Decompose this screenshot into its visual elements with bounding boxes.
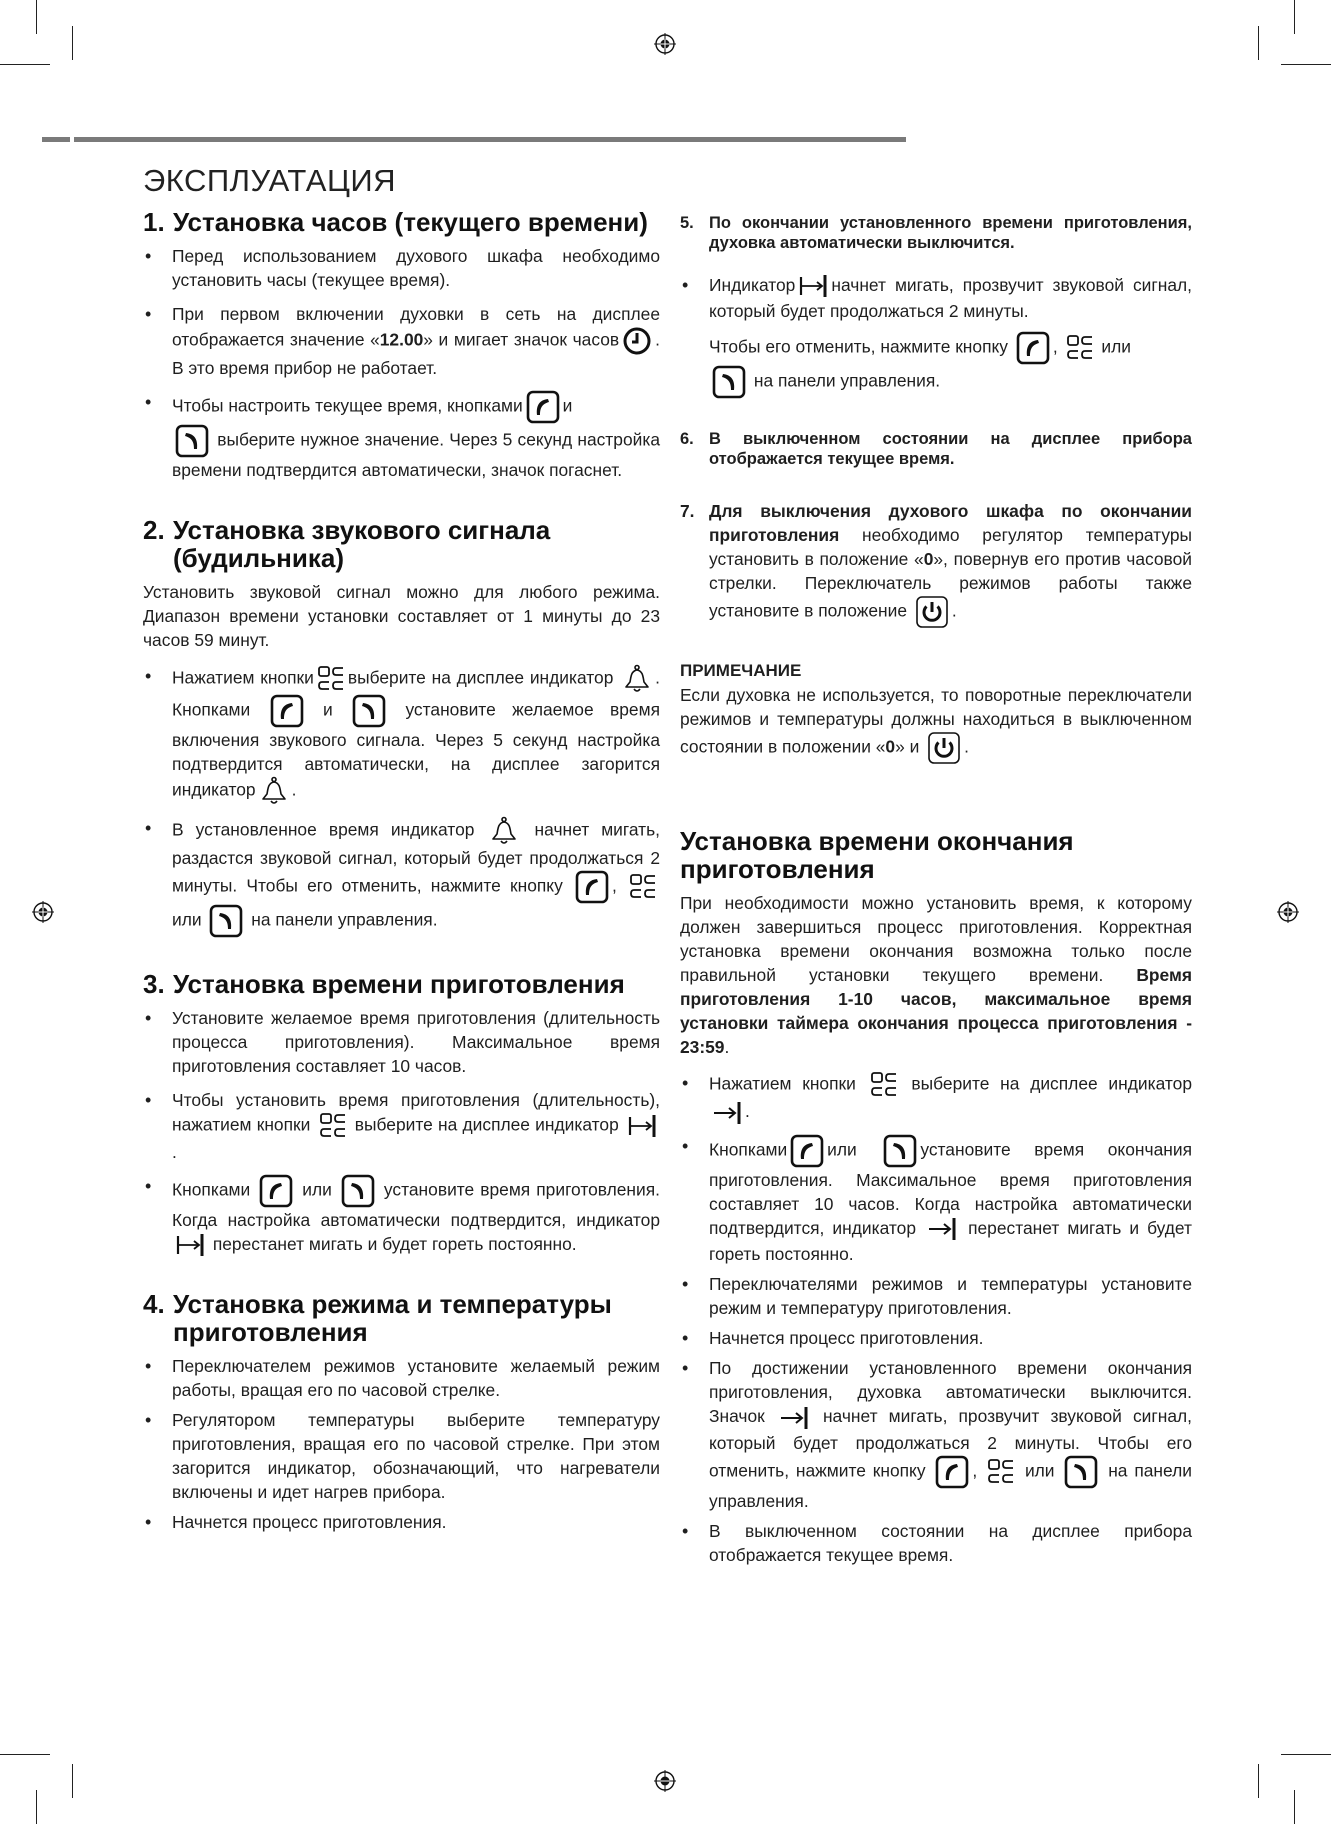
list-item: • По достижении установленного времени окончания приготовления, духовка автоматически выключится. Значок начнет мигать, прозвучит звуковой сигнал, который будет продолжаться 2 минуты. Чтобы его отменить, нажмите кнопку , или на панели управления. xyxy=(680,1356,1192,1512)
list-item: • Начнется процесс приготовления. xyxy=(680,1326,1192,1350)
registration-mark-icon xyxy=(32,901,54,923)
arrow-left-button-icon xyxy=(935,1455,969,1489)
crop-mark xyxy=(72,1764,73,1798)
list-item: • Чтобы настроить текущее время, кнопками и выберите нужное значение. Через 5 секунд настройка времени подтвердится автоматически, значок погаснет. xyxy=(143,390,660,482)
list-item: • В выключенном состоянии на дисплее прибора отображается текущее время. xyxy=(680,1519,1192,1567)
crop-mark xyxy=(1258,1764,1259,1798)
menu-button-icon xyxy=(319,1112,347,1140)
menu-button-icon xyxy=(317,665,345,693)
arrow-left-button-icon xyxy=(259,1174,293,1208)
crop-mark xyxy=(36,0,37,34)
crop-mark xyxy=(36,1790,37,1824)
arrow-right-button-icon xyxy=(883,1134,917,1168)
crop-mark xyxy=(0,1754,50,1755)
list-item: • Переключателем режимов установите желаемый режим работы, вращая его по часовой стрелке. xyxy=(143,1354,660,1402)
list-item: • В установленное время индикатор начнет мигать, раздастся звуковой сигнал, который будет продолжаться 2 минуты. Чтобы его отменить, нажмите кнопку , или на панели управления. xyxy=(143,816,660,938)
menu-button-icon xyxy=(870,1071,898,1099)
end-time-intro: При необходимости можно установить время, к которому должен завершиться процесс приготовления. Корректная установка времени окончания возможна только после правильной установки текущего времени. Время приготовления 1-10 часов, максимальное время установки таймера окончания процесса приготовления - 23:59. xyxy=(680,893,1192,1058)
list-item: • Кнопками или установите время приготовления. Когда настройка автоматически подтвердится, индикатор перестанет мигать и будет гореть постоянно. xyxy=(143,1174,660,1258)
arrow-left-button-icon xyxy=(1016,331,1050,365)
list-item: • Индикатор начнет мигать, прозвучит звуковой сигнал, который будет продолжаться 2 минуты. Чтобы его отменить, нажмите кнопку , или на панели управления. xyxy=(680,273,1192,399)
section-4-list xyxy=(143,1354,660,1534)
section-1-heading: 1. Установка часов (текущего времени) xyxy=(143,207,648,237)
arrow-left-button-icon xyxy=(526,390,560,424)
list-item: • Нажатием кнопки выберите на дисплее индикатор . xyxy=(680,1071,1192,1125)
power-button-icon xyxy=(915,595,949,629)
crop-mark xyxy=(72,26,73,60)
end-time-indicator-icon xyxy=(712,1100,742,1126)
end-time-indicator-icon xyxy=(779,1405,809,1431)
step-7: 7. Для выключения духового шкафа по окончании приготовления необходимо регулятор температуры установить в положение «0», повернув его против часовой стрелки. Переключатель режимов работы также установите в положение . xyxy=(680,499,1192,629)
section-3-heading: 3. Установка времени приготовления xyxy=(143,969,625,999)
clock-icon xyxy=(622,326,652,356)
crop-mark xyxy=(1294,0,1295,34)
section-2-intro: Установить звуковой сигнал можно для любого режима. Диапазон времени установки составляет от 1 минуты до 23 часов 59 минут. xyxy=(143,582,660,650)
step-6: 6. В выключенном состоянии на дисплее прибора отображается текущее время. xyxy=(680,430,1192,469)
end-time-indicator-icon xyxy=(927,1216,957,1242)
list-item: • Начнется процесс приготовления. xyxy=(143,1510,660,1534)
arrow-left-button-icon xyxy=(270,694,304,728)
list-item: • При первом включении духовки в сеть на дисплее отображается значение «12.00» и мигает значок часов . В это время прибор не работает. xyxy=(143,302,660,380)
crop-mark xyxy=(1281,1754,1331,1755)
note-title: ПРИМЕЧАНИЕ xyxy=(680,661,802,681)
list-item: • Регулятором температуры выберите температуру приготовления, вращая его по часовой стрелке. При этом загорится индикатор, обозначающий, что нагреватели включены и идет нагрев прибора. xyxy=(143,1408,660,1504)
menu-button-icon xyxy=(987,1458,1015,1486)
crop-mark xyxy=(0,64,50,65)
duration-indicator-icon xyxy=(798,273,828,299)
step-5-list xyxy=(680,273,1192,399)
crop-mark xyxy=(1258,26,1259,60)
duration-indicator-icon xyxy=(175,1232,205,1258)
page-title: ЭКСПЛУАТАЦИЯ xyxy=(143,163,397,198)
menu-button-icon xyxy=(1066,334,1094,362)
section-1-list xyxy=(143,244,660,482)
arrow-right-button-icon xyxy=(209,904,243,938)
crop-mark xyxy=(1294,1790,1295,1824)
right-column xyxy=(680,213,1192,1567)
header-rule xyxy=(74,137,906,142)
step-5: 5. По окончании установленного времени приготовления, духовка автоматически выключится. xyxy=(680,214,1192,252)
arrow-left-button-icon xyxy=(790,1134,824,1168)
list-item: • Чтобы установить время приготовления (длительность), нажатием кнопки выберите на дисплее индикатор . xyxy=(143,1088,660,1164)
arrow-right-button-icon xyxy=(712,365,746,399)
left-column xyxy=(143,208,660,1534)
power-button-icon xyxy=(927,731,961,765)
end-time-heading: Установка времени окончания приготовления xyxy=(680,826,1074,885)
bell-icon xyxy=(489,816,519,846)
header-rule-short xyxy=(42,137,70,142)
bell-icon xyxy=(259,776,289,806)
registration-mark-icon xyxy=(654,1770,676,1792)
crop-mark xyxy=(1281,64,1331,65)
list-item: • Переключателями режимов и температуры установите режим и температуру приготовления. xyxy=(680,1272,1192,1320)
list-item: • Установите желаемое время приготовления (длительность процесса приготовления). Максимальное время приготовления составляет 10 часов. xyxy=(143,1006,660,1078)
list-item: • Кнопками или установите время окончания приготовления. Максимальное время приготовления составляет 10 часов. Когда настройка автоматически подтвердится, индикатор перестанет мигать и будет гореть постоянно. xyxy=(680,1134,1192,1266)
section-2-list xyxy=(143,664,660,938)
note-text: Если духовка не используется, то поворотные переключатели режимов и температуры должны находиться в выключенном состоянии в положении «0» и . xyxy=(680,683,1192,765)
registration-mark-icon xyxy=(654,33,676,55)
bell-icon xyxy=(622,664,652,694)
section-2-heading: 2. Установка звукового сигнала (будильника) xyxy=(143,515,551,573)
registration-mark-icon xyxy=(1277,901,1299,923)
list-item: • Перед использованием духового шкафа необходимо установить часы (текущее время). xyxy=(143,244,660,292)
section-4-heading: 4. Установка режима и температуры приготовления xyxy=(143,1289,612,1348)
end-time-list xyxy=(680,1071,1192,1566)
arrow-right-button-icon xyxy=(1064,1455,1098,1489)
arrow-right-button-icon xyxy=(352,694,386,728)
arrow-left-button-icon xyxy=(575,870,609,904)
arrow-right-button-icon xyxy=(341,1174,375,1208)
arrow-right-button-icon xyxy=(175,424,209,458)
section-3-list xyxy=(143,1006,660,1258)
menu-button-icon xyxy=(629,873,657,901)
duration-indicator-icon xyxy=(627,1113,657,1139)
list-item: • Нажатием кнопки выберите на дисплее индикатор . Кнопками и установите желаемое время включения звукового сигнала. Через 5 секунд настройка подтвердится автоматически, на дисплее загорится индикатор . xyxy=(143,664,660,806)
